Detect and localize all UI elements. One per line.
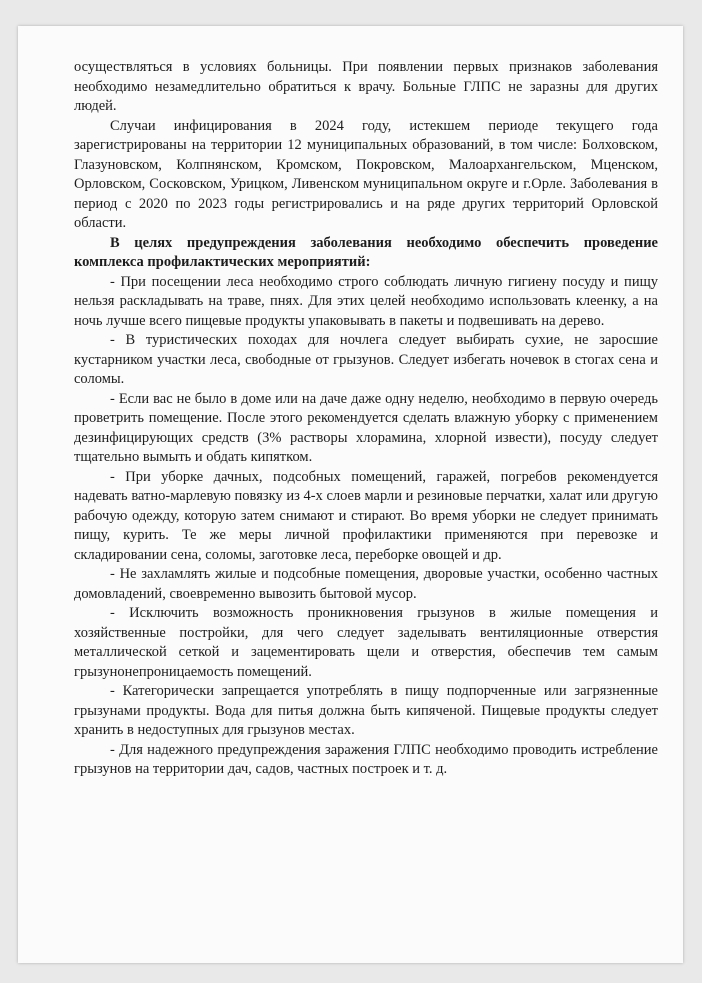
paragraph-rodent-proofing: - Исключить возможность проникновения грызунов в жилые помещения и хозяйственные постройки, для чего следует заделывать вентиляционные отверстия металлической сеткой и зацементировать щели и отверстия, обеспечив тем самым грызунонепроницаемость помещений. <box>74 605 658 680</box>
paragraph-food-safety: - Категорически запрещается употреблять в пищу подпорченные или загрязненные грызунами продукты. Вода для питья должна быть кипяченой. Пищевые продукты следует хранить в недоступных для грызунов местах. <box>74 683 658 738</box>
paragraph-forest-hygiene: - При посещении леса необходимо строго соблюдать личную гигиену посуду и пищу нельзя раскладывать на траве, пнях. Для этих целей необходимо использовать клеенку, а на ночь лучше всего пищевые продукты упаковывать в пакеты и подвешивать на дерево. <box>74 273 658 329</box>
paragraph-prevention-heading: В целях предупреждения заболевания необходимо обеспечить проведение комплекса профилактических мероприятий: <box>74 234 658 270</box>
document-page <box>18 26 683 963</box>
paragraph-cleaning: - При уборке дачных, подсобных помещений, гаражей, погребов рекомендуется надевать ватно-марлевую повязку из 4-х слоев марли и резиновые перчатки, халат или другую рабочую одежду, которую затем снимают и стирают. Во время уборки не следует принимать пищу, курить. Те же меры личной профилактики применяются при перевозке и складировании сена, соломы, заготовке леса, переборке овощей и др. <box>74 468 658 563</box>
paragraph-clutter: - Не захламлять жилые и подсобные помещения, дворовые участки, особенно частных домовладений, своевременно вывозить бытовой мусор. <box>74 566 658 602</box>
document-body <box>74 58 658 780</box>
paragraph-camping: - В туристических походах для ночлега следует выбирать сухие, не заросшие кустарником участки леса, свободные от грызунов. Следует избегать ночевок в стогах сена и соломы. <box>74 332 658 387</box>
paragraph-intro: осуществляться в условиях больницы. При появлении первых признаков заболевания необходимо незамедлительно обратиться к врачу. Больные ГЛПС не заразны для других людей. <box>74 59 658 114</box>
paragraph-cases: Случаи инфицирования в 2024 году, истекшем периоде текущего года зарегистрированы на территории 12 муниципальных образований, в том числе: Болховском, Глазуновском, Колпнянском, Кромском, Покровском, Малоархангельском, Мценском, Орловском, Сосковском, Урицком, Ливенском муниципальном округе и г.Орле. Заболевания в период с 2020 по 2023 годы регистрировались и на ряде других территорий Орловской области. <box>74 117 658 231</box>
paragraph-extermination: - Для надежного предупреждения заражения ГЛПС необходимо проводить истребление грызунов на территории дач, садов, частных построек и т. д. <box>74 741 658 777</box>
paragraph-ventilation: - Если вас не было в доме или на даче даже одну неделю, необходимо в первую очередь проветрить помещение. После этого рекомендуется сделать влажную уборку с применением дезинфицирующих средств (3% растворы хлорамина, хлорной извести), посуду следует тщательно вымыть и обдать кипятком. <box>74 390 658 465</box>
